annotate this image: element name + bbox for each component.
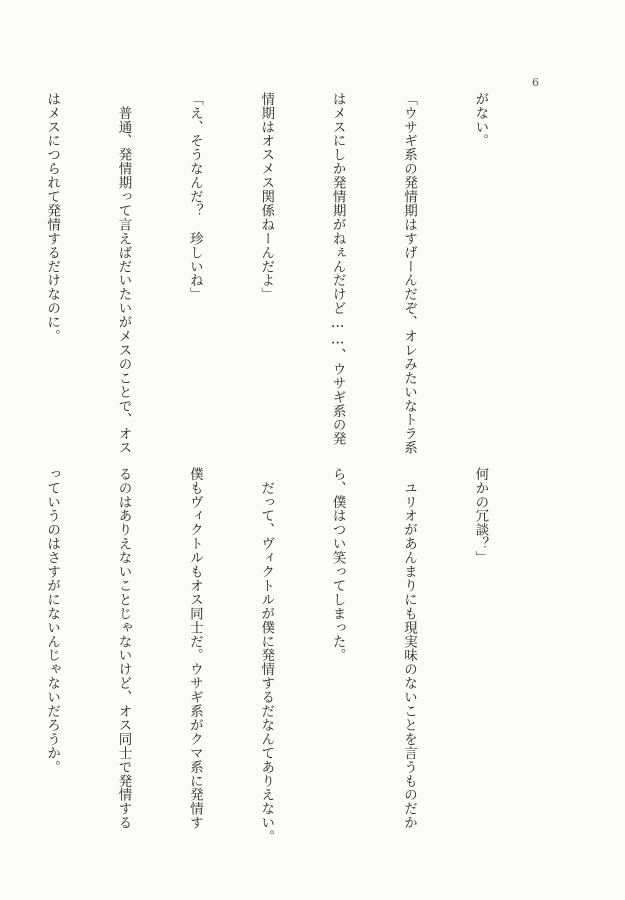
text-line: 「え、そうなんだ？ 珍しいね」 <box>186 92 203 302</box>
text-line: だって、ヴィクトルが僕に発情するだなんてありえない。 <box>258 467 275 844</box>
text-line: はメスにつられて発情するだけなのに。 <box>44 92 61 344</box>
text-column-bottom <box>44 467 539 844</box>
text-line: 情期はオスメス関係ねーんだよ」 <box>258 92 275 302</box>
text-line: 普通、発情期って言えばだいたいがメスのことで、オス <box>115 92 132 455</box>
text-column-top <box>44 92 539 455</box>
text-line: 「ウサギ系の発情期はすげーんだぞ、オレみたいなトラ系 <box>401 92 418 455</box>
text-line: 何かの冗談？」 <box>472 467 489 565</box>
text-line: がない。 <box>472 92 489 148</box>
text-line: 僕もヴィクトルもオス同士だ。ウサギ系がクマ系に発情す <box>186 467 203 830</box>
text-line: はメスにしか発情期がねぇんだけど……、ウサギ系の発 <box>329 92 346 446</box>
text-line: るのはありえないことじゃないけど、オス同士で発情する <box>115 467 132 830</box>
page-number: 6 <box>532 76 539 89</box>
text-line: ユリオがあんまりにも現実味のないことを言うものだか <box>401 467 418 830</box>
text-line: っていうのはさすがにないんじゃないだろうか。 <box>44 467 61 774</box>
text-line: ら、僕はつい笑ってしまった。 <box>329 467 346 663</box>
